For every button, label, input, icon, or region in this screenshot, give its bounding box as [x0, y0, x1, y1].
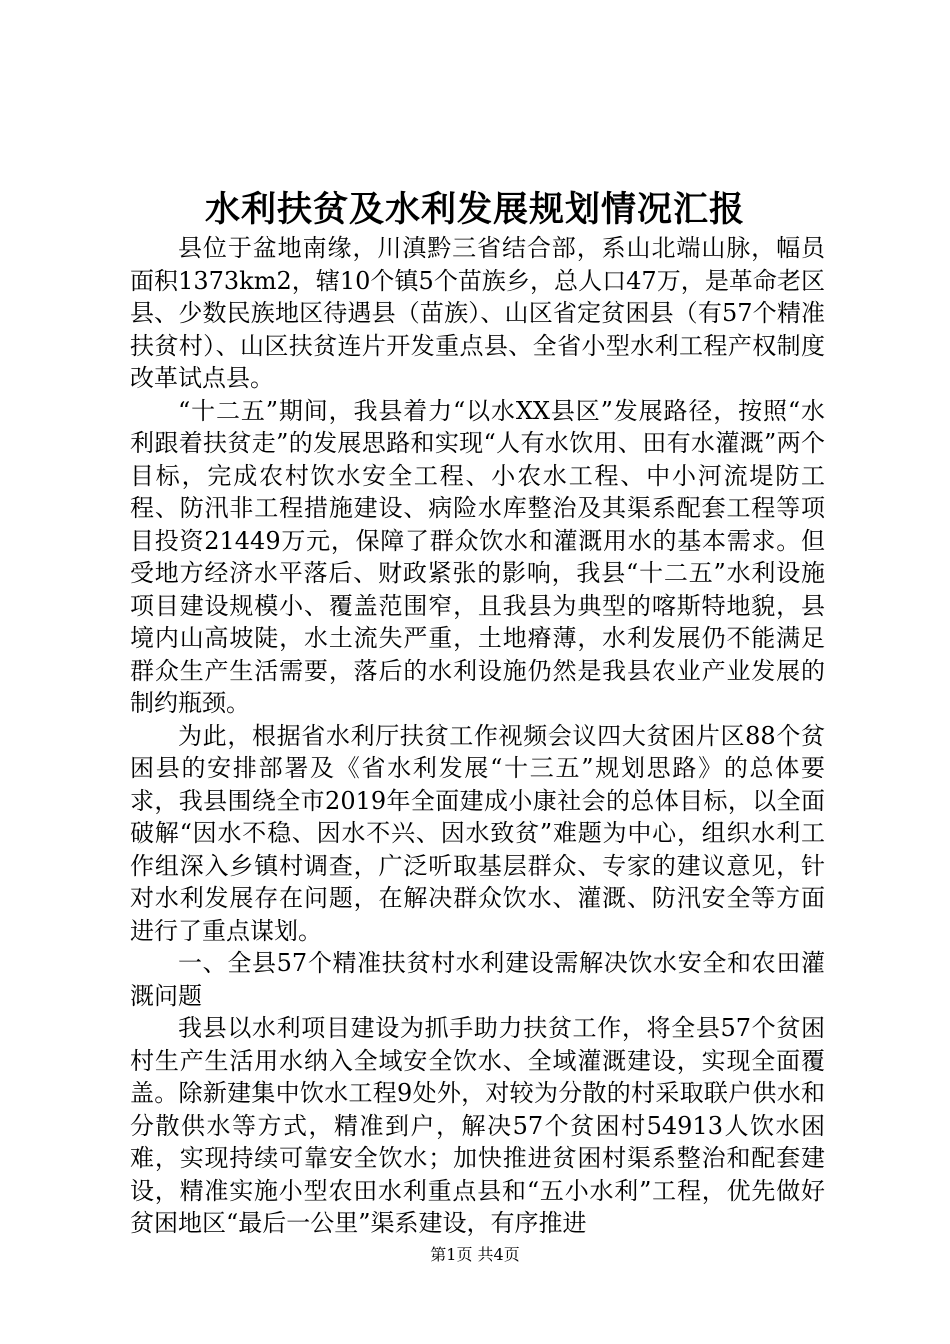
- paragraph-twelfth-five-year: “十二五”期间，我县着力“以水XX县区”发展路径，按照“水利跟着扶贫走”的发展思路和实现“人有水饮用、田有水灌溉”两个目标，完成农村饮水安全工程、小农水工程、中小河流堤防工程、防汛非工程措施建设、病险水库整治及其渠系配套工程等项目投资21449万元，保障了群众饮水和灌溉用水的基本需求。但受地方经济水平落后、财政紧张的影响，我县“十二五”水利设施项目建设规模小、覆盖范围窄，且我县为典型的喀斯特地貌，县境内山高坡陡，水土流失严重，土地瘠薄，水利发展仍不能满足群众生产生活需要，落后的水利设施仍然是我县农业产业发展的制约瓶颈。: [130, 396, 825, 717]
- document-title: 水利扶贫及水利发展规划情况汇报: [204, 189, 745, 230]
- paragraph-planning: 为此，根据省水利厅扶贫工作视频会议四大贫困片区88个贫困县的安排部署及《省水利发展“十三五”规划思路》的总体要求，我县围绕全市2019年全面建成小康社会的总体目标，以全面破解“因水不稳、因水不兴、因水致贫”难题为中心，组织水利工作组深入乡镇村调查，广泛听取基层群众、专家的建议意见，针对水利发展存在问题，在解决群众饮水、灌溉、防汛安全等方面进行了重点谋划。: [130, 721, 825, 945]
- page-footer: 第1页 共4页: [430, 1245, 520, 1264]
- document-body: [130, 232, 825, 1240]
- paragraph-water-projects: 我县以水利项目建设为抓手助力扶贫工作，将全县57个贫困村生产生活用水纳入全域安全饮水、全域灌溉建设，实现全面覆盖。除新建集中饮水工程9处外，对较为分散的村采取联户供水和分散供水等方式，精准到户，解决57个贫困村54913人饮水困难，实现持续可靠安全饮水；加快推进贫困村渠系整治和配套建设，精准实施小型农田水利重点县和“五小水利”工程，优先做好贫困地区“最后一公里”渠系建设，有序推进: [130, 1014, 825, 1237]
- section-heading-one: 一、全县57个精准扶贫村水利建设需解决饮水安全和农田灌溉问题: [130, 949, 825, 1010]
- paragraph-county-overview: 县位于盆地南缘，川滇黔三省结合部，系山北端山脉，幅员面积1373km2，辖10个镇5个苗族乡，总人口47万，是革命老区县、少数民族地区待遇县（苗族）、山区省定贫困县（有57个精准扶贫村）、山区扶贫连片开发重点县、全省小型水利工程产权制度改革试点县。: [130, 234, 825, 392]
